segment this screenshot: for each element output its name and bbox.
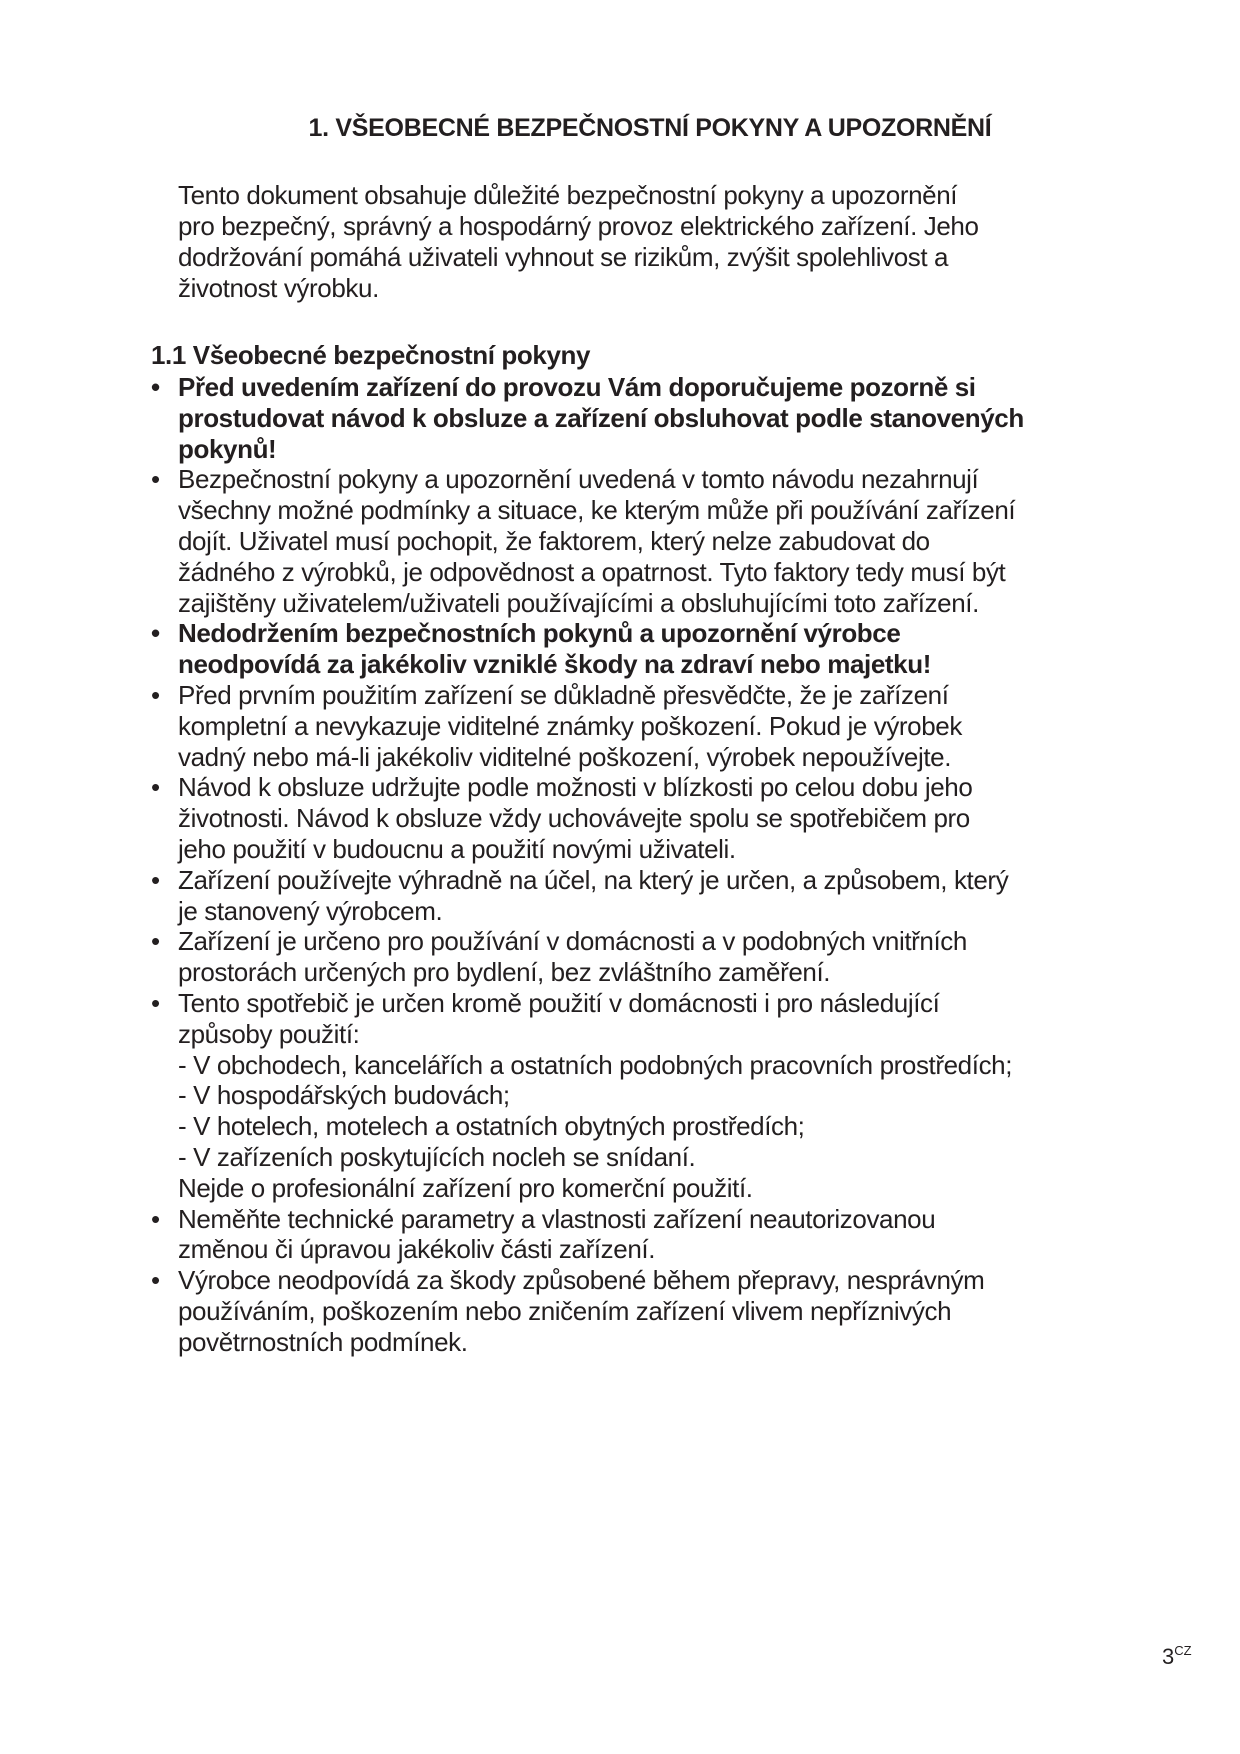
list-item-line: povětrnostních podmínek. [178,1326,468,1357]
bullet-icon: • [151,1203,160,1234]
list-item [151,772,1024,864]
list-item-line: Zařízení je určeno pro používání v domácnosti a v podobných vnitřních [178,926,967,957]
list-item [151,618,1024,680]
list-item-line: Nejde o profesionální zařízení pro komerční použití. [178,1172,753,1203]
list-item-line: Bezpečnostní pokyny a upozornění uvedená v tomto návodu nezahrnují [178,464,979,495]
list-item-line: vadný nebo má-li jakékoliv viditelné poškození, výrobek nepoužívejte. [178,741,952,772]
bullet-icon: • [151,679,160,710]
list-item-line: Tento spotřebič je určen kromě použití v domácnosti i pro následující [178,987,940,1018]
list-item-line: Neměňte technické parametry a vlastnosti zařízení neautorizovanou [178,1203,936,1234]
list-item [151,865,1024,927]
list-item-line: životnosti. Návod k obsluze vždy uchovávejte spolu se spotřebičem pro [178,803,970,834]
bullet-icon: • [151,464,160,495]
list-item-line: prostudovat návod k obsluze a zařízení obsluhovat podle stanovených [178,402,1024,433]
list-item-line: Návod k obsluze udržujte podle možnosti v blízkosti po celou dobu jeho [178,772,973,803]
safety-instructions-list [151,372,1024,1358]
list-item-line: Nedodržením bezpečnostních pokynů a upozornění výrobce [178,618,901,649]
list-item [151,1265,1024,1357]
list-item [151,680,1024,772]
list-item-line: - V hotelech, motelech a ostatních obytných prostředích; [178,1111,805,1142]
list-item-line: způsoby použití: [178,1018,360,1049]
list-item [151,464,1024,618]
list-item-line: změnou či úpravou jakékoliv části zařízení. [178,1234,656,1265]
bullet-icon: • [151,618,160,649]
section-heading: 1.1 Všeobecné bezpečnostní pokyny [151,340,591,370]
intro-paragraph [178,180,979,304]
page-title: 1. VŠEOBECNÉ BEZPEČNOSTNÍ POKYNY A UPOZORNĚNÍ [308,114,992,142]
list-item [151,988,1024,1204]
list-item [151,926,1024,988]
page-number [1162,1643,1192,1670]
list-item-line: používáním, poškozením nebo zničením zařízení vlivem nepříznivých [178,1295,952,1326]
intro-line: Tento dokument obsahuje důležité bezpečnostní pokyny a upozornění [178,180,958,210]
bullet-icon: • [151,864,160,895]
list-item-line: jeho použití v budoucnu a použití novými uživateli. [178,833,736,864]
bullet-icon: • [151,772,160,803]
list-item-line: - V obchodech, kancelářích a ostatních podobných pracovních prostředích; [178,1049,1013,1080]
bullet-icon: • [151,1265,160,1296]
list-item-line: kompletní a nevykazuje viditelné známky poškození. Pokud je výrobek [178,710,962,741]
list-item-line: Zařízení používejte výhradně na účel, na který je určen, a způsobem, který [178,864,1009,895]
list-item-line: zajištěny uživatelem/uživateli používajícími a obsluhujícími toto zařízení. [178,587,979,618]
bullet-icon: • [151,926,160,957]
list-item-line: prostorách určených pro bydlení, bez zvláštního zaměření. [178,957,831,988]
list-item-line: - V hospodářských budovách; [178,1080,510,1111]
bullet-icon: • [151,372,160,402]
list-item-line: dojít. Uživatel musí pochopit, že faktorem, který nelze zabudovat do [178,525,930,556]
list-item-line: - V zařízeních poskytujících nocleh se snídaní. [178,1141,696,1172]
page-language: CZ [1174,1643,1192,1658]
list-item-line: Výrobce neodpovídá za škody způsobené během přepravy, nesprávným [178,1265,985,1296]
list-item [151,372,1024,464]
intro-line: dodržování pomáhá uživateli vyhnout se rizikům, zvýšit spolehlivost a [178,242,949,272]
list-item-line: neodpovídá za jakékoliv vzniklé škody na zdraví nebo majetku! [178,649,931,680]
intro-line: pro bezpečný, správný a hospodárný provoz elektrického zařízení. Jeho [178,211,979,241]
list-item-line: Před uvedením zařízení do provozu Vám doporučujeme pozorně si [178,372,976,402]
list-item-line: pokynů! [178,433,277,464]
list-item-line: Před prvním použitím zařízení se důkladně přesvědčte, že je zařízení [178,679,949,710]
page-number-value: 3 [1162,1644,1175,1669]
list-item-line: všechny možné podmínky a situace, ke kterým může při používání zařízení [178,495,1016,526]
list-item-line: žádného z výrobků, je odpovědnost a opatrnost. Tyto faktory tedy musí být [178,556,1006,587]
list-item [151,1204,1024,1266]
intro-line: životnost výrobku. [178,273,379,303]
bullet-icon: • [151,987,160,1018]
list-item-line: je stanovený výrobcem. [178,895,443,926]
